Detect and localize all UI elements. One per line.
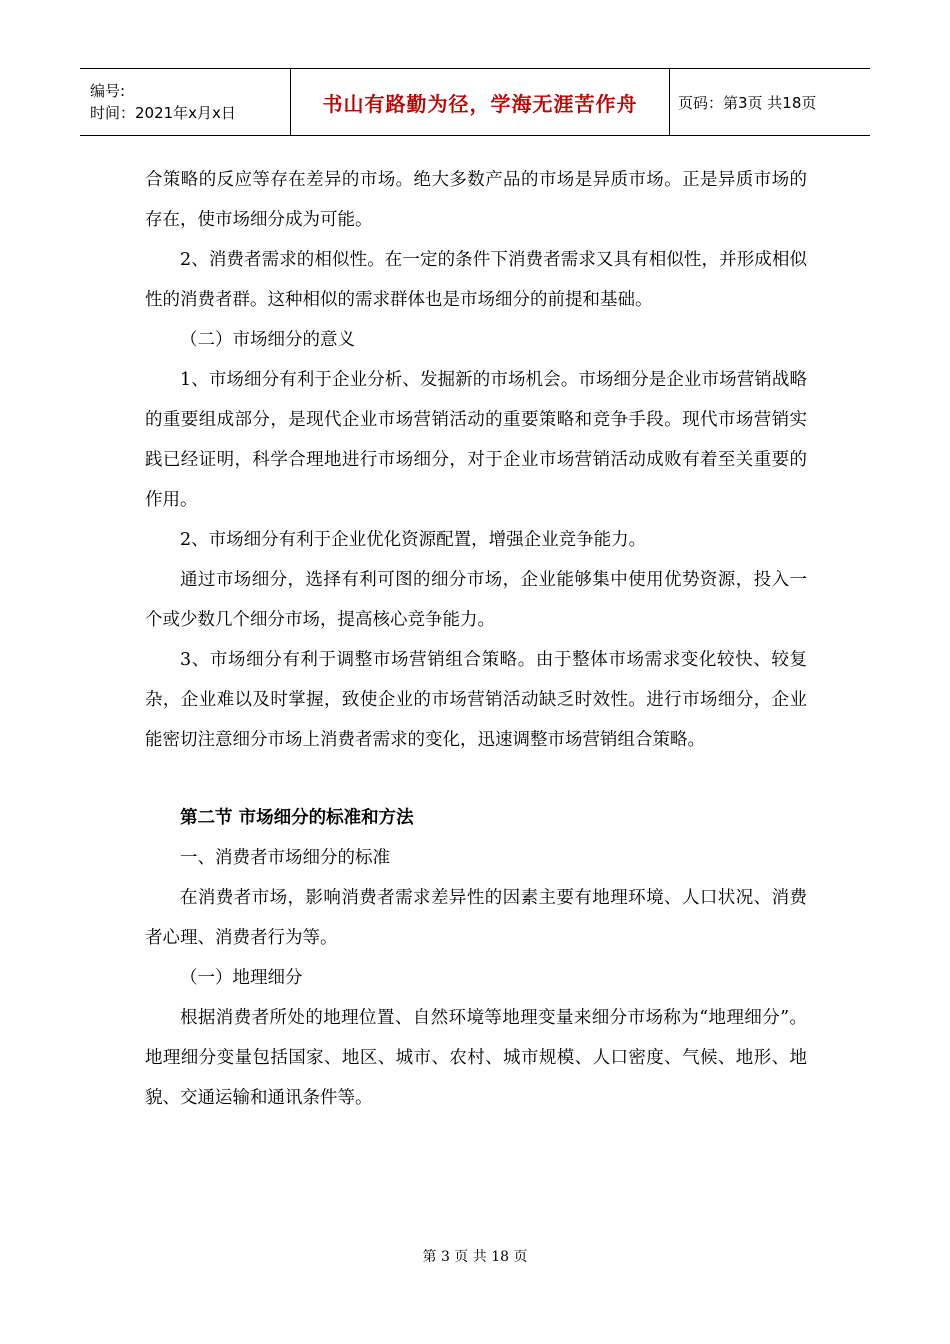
paragraph-significance-2: 2、市场细分有利于企业优化资源配置，增强企业竞争能力。: [180, 530, 647, 550]
document-body: [145, 160, 807, 1118]
section-heading: 第二节 市场细分的标准和方法: [180, 808, 414, 828]
paragraph-consumer-similarity: 2、消费者需求的相似性。在一定的条件下消费者需求又具有相似性，并形成相似性的消费者群。这种相似的需求群体也是市场细分的前提和基础。: [145, 250, 807, 310]
header-motto: 书山有路勤为径，学海无涯苦作舟: [291, 69, 670, 136]
document-number-label: 编号:: [90, 82, 126, 100]
paragraph-significance-1: 1、市场细分有利于企业分析、发掘新的市场机会。市场细分是企业市场营销战略的重要组成部分，是现代企业市场营销活动的重要策略和竞争手段。现代市场营销实践已经证明，科学合理地进行市场细分，对于企业市场营销活动成败有着至关重要的作用。: [145, 370, 807, 510]
page-footer: 第 3 页 共 18 页: [422, 1249, 528, 1265]
page-header: [80, 68, 870, 136]
subheading-segmentation-significance: （二）市场细分的意义: [180, 330, 355, 350]
paragraph-consumer-factors: 在消费者市场，影响消费者需求差异性的因素主要有地理环境、人口状况、消费者心理、消费者行为等。: [145, 888, 807, 948]
paragraph-continuation: 合策略的反应等存在差异的市场。绝大多数产品的市场是异质市场。正是异质市场的存在，使市场细分成为可能。: [145, 170, 807, 230]
document-date-label: 时间：2021年x月x日: [90, 104, 236, 122]
header-page-info: 页码：第3页 共18页: [670, 69, 871, 136]
paragraph-significance-3: 3、市场细分有利于调整市场营销组合策略。由于整体市场需求变化较快、较复杂，企业难以及时掌握，致使企业的市场营销活动缺乏时效性。进行市场细分，企业能密切注意细分市场上消费者需求的变化，迅速调整市场营销组合策略。: [145, 650, 807, 750]
paragraph-geographic-segmentation: 根据消费者所处的地理位置、自然环境等地理变量来细分市场称为“地理细分”。地理细分变量包括国家、地区、城市、农村、城市规模、人口密度、气候、地形、地貌、交通运输和通讯条件等。: [145, 1008, 807, 1108]
subheading-consumer-criteria: 一、消费者市场细分的标准: [180, 848, 390, 868]
header-meta-cell: [80, 69, 291, 136]
subheading-geographic-segmentation: （一）地理细分: [180, 968, 303, 988]
paragraph-significance-2-detail: 通过市场细分，选择有利可图的细分市场，企业能够集中使用优势资源，投入一个或少数几个细分市场，提高核心竞争能力。: [145, 570, 807, 630]
